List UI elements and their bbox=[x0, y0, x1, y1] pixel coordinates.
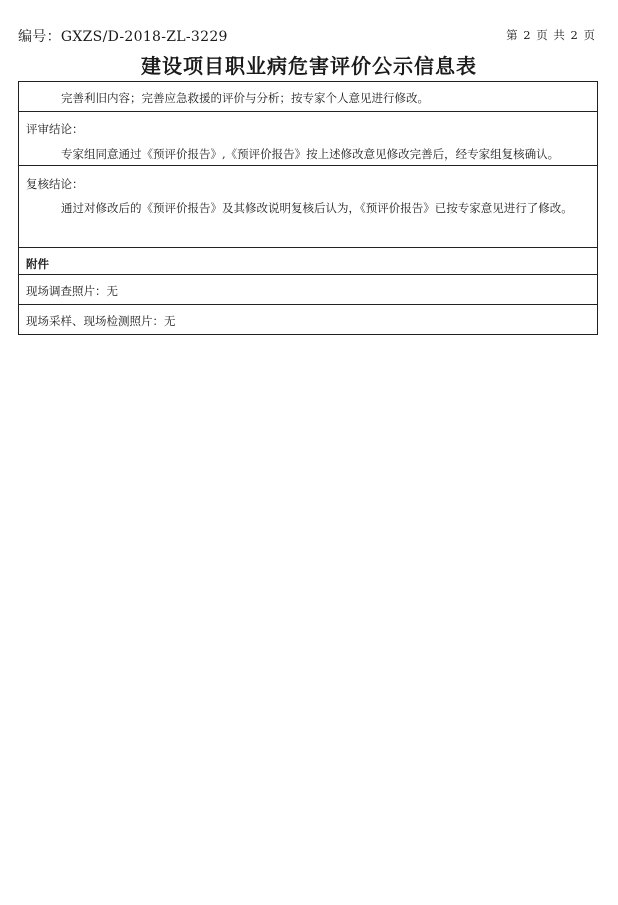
info-table bbox=[18, 81, 598, 335]
page-number: 第 2 页 共 2 页 bbox=[506, 28, 596, 42]
survey-photos-text: 现场调查照片：无 bbox=[26, 284, 118, 298]
recheck-conclusion-text: 通过对修改后的《预评价报告》及其修改说明复核后认为，《预评价报告》已按专家意见进行了修改。 bbox=[61, 201, 573, 215]
recheck-conclusion-label: 复核结论： bbox=[26, 177, 84, 191]
survey-photos-row bbox=[19, 275, 597, 305]
review-conclusion-label: 评审结论： bbox=[26, 122, 84, 136]
sampling-photos-row bbox=[19, 305, 597, 334]
attachments-label: 附件 bbox=[26, 257, 49, 271]
doc-number: 编号：GXZS/D-2018-ZL-3229 bbox=[18, 29, 228, 45]
recheck-conclusion-row bbox=[19, 166, 597, 248]
improvement-text: 完善利旧内容；完善应急救援的评价与分析；按专家个人意见进行修改。 bbox=[61, 91, 429, 105]
review-conclusion-text: 专家组同意通过《预评价报告》,《预评价报告》按上述修改意见修改完善后，经专家组复核确认。 bbox=[61, 147, 560, 161]
sampling-photos-text: 现场采样、现场检测照片：无 bbox=[26, 314, 176, 328]
improvement-row bbox=[19, 82, 597, 112]
review-conclusion-row bbox=[19, 112, 597, 166]
page-title: 建设项目职业病危害评价公示信息表 bbox=[141, 54, 477, 78]
attachments-row bbox=[19, 248, 597, 275]
